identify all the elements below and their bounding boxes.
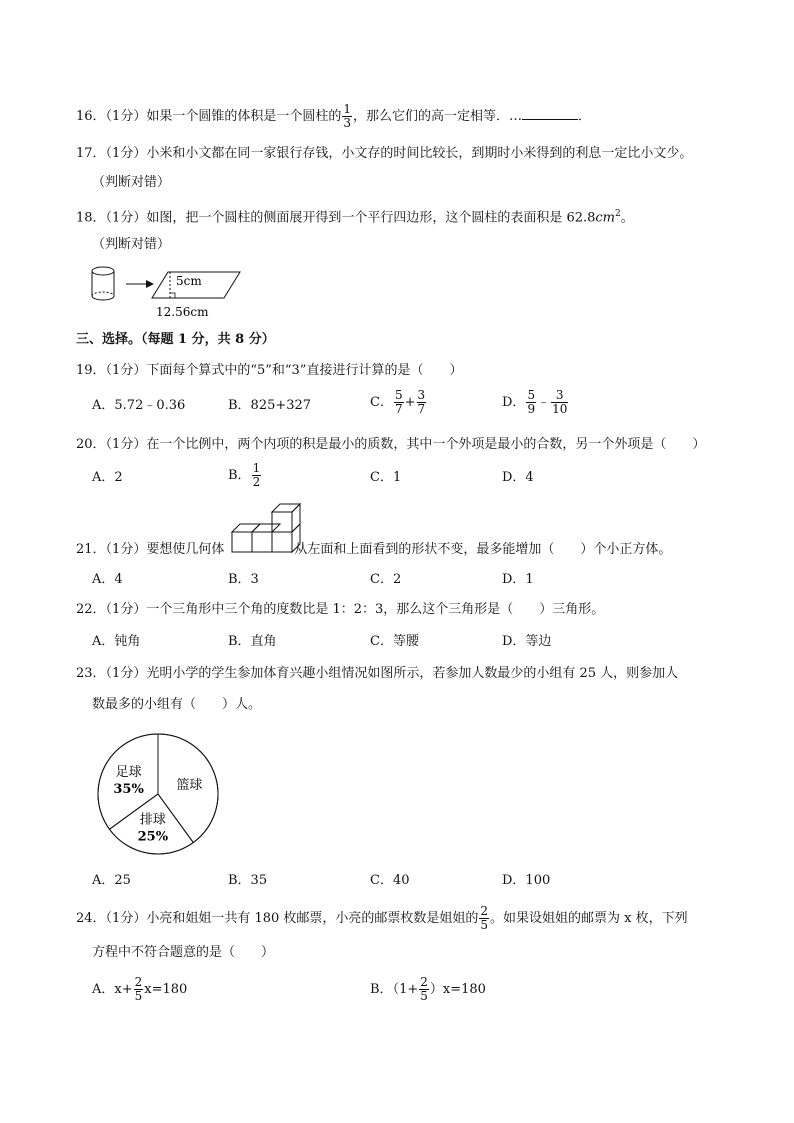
option-c[interactable]: C．40 xyxy=(370,873,410,888)
option-b[interactable]: B．直角 xyxy=(228,634,277,649)
option-d[interactable]: D．1 xyxy=(502,572,534,587)
question-text: 如图，把一个圆柱的侧面展开得到一个平行四边形，这个圆柱的表面积是 62.8 xyxy=(146,210,596,226)
question-21: 21．（1分）要想使几何体 从左面和上面看到的形状不变，最多能增加（ ）个小正方体。 xyxy=(76,542,672,557)
option-d[interactable]: D．等边 xyxy=(502,634,552,649)
option-c[interactable]: C．1 xyxy=(370,470,402,485)
option-a[interactable]: A．4 xyxy=(92,572,123,587)
question-text: 要想使几何体 xyxy=(146,542,225,557)
option-a[interactable]: A．2 xyxy=(92,470,123,485)
question-text: 从左面和上面看到的形状不变，最多能增加（ ）个小正方体。 xyxy=(294,542,672,557)
option-c[interactable]: C．2 xyxy=(370,572,402,587)
arrow-right-icon xyxy=(126,280,154,288)
question-22: 22．（1分）一个三角形中三个角的度数比是 1：2：3，那么这个三角形是（ ）三角形。 xyxy=(76,602,605,617)
cylinder-unfold-figure xyxy=(88,262,258,320)
judge-hint: （判断对错） xyxy=(92,237,171,252)
cylinder-shape xyxy=(92,267,114,300)
cube-figure xyxy=(231,502,303,554)
question-18: 18．（1分）如图，把一个圆柱的侧面展开得到一个平行四边形，这个圆柱的表面积是 $62.8cm^2$。 xyxy=(76,209,634,226)
option-a[interactable]: A．25 xyxy=(92,873,131,888)
option-a[interactable]: A．x+ $\frac{2}{5}$ x=180 xyxy=(92,975,188,1003)
figure-height-label: 5cm xyxy=(176,274,202,288)
question-text: 下面每个算式中的“5”和“3”直接进行计算的是（ ） xyxy=(146,363,463,378)
option-d[interactable]: D． $\frac{5}{9}$ ﹣ $\frac{3}{10}$ xyxy=(502,388,568,416)
option-a[interactable]: A．钝角 xyxy=(92,634,141,649)
question-20: 20．（1分）在一个比例中，两个内项的积是最小的质数，其中一个外项是最小的合数，另一个外项是（ ） xyxy=(76,437,706,452)
pie-slice-value: 35% xyxy=(113,782,144,798)
pie-slice-label: 足球 xyxy=(115,765,142,781)
option-b[interactable]: B．（1+ $\frac{2}{5}$ ）x=180 xyxy=(370,975,486,1003)
answer-blank[interactable] xyxy=(522,107,578,120)
pie-slice-value: 25% xyxy=(137,829,169,845)
judge-hint: （判断对错） xyxy=(92,175,171,190)
option-c[interactable]: C．等腰 xyxy=(370,634,419,649)
option-a[interactable]: A．5.72﹣0.36 xyxy=(92,398,186,413)
option-d[interactable]: D．100 xyxy=(502,873,551,888)
question-text: 。如果设姐姐的邮票为 x 枚，下列 xyxy=(490,911,688,926)
option-b[interactable]: B．35 xyxy=(228,873,268,888)
question-score: （1分） xyxy=(105,109,147,124)
pie-slice-label: 篮球 xyxy=(176,777,203,793)
dots: … xyxy=(509,109,522,124)
question-text: 一个三角形中三个角的度数比是 1：2：3，那么这个三角形是（ ）三角形。 xyxy=(146,602,605,617)
option-b[interactable]: B． $\frac{1}{2}$ xyxy=(228,461,261,489)
option-c[interactable]: C． $\frac{5}{7}$ + $\frac{3}{7}$ xyxy=(370,388,426,416)
question-text: 数最多的小组有（ ）人。 xyxy=(92,697,262,712)
pie-chart xyxy=(88,724,228,864)
question-19: 19．（1分）下面每个算式中的“5”和“3”直接进行计算的是（ ） xyxy=(76,363,463,378)
question-text: 如果一个圆锥的体积是一个圆柱的 xyxy=(146,109,342,124)
question-16: 16．（1分）如果一个圆锥的体积是一个圆柱的 $\frac{1}{3}$ ，那么它们的高一定相等．… ． xyxy=(76,102,592,130)
option-b[interactable]: B．825+327 xyxy=(228,398,312,413)
question-text: 小米和小文都在同一家银行存钱，小文存的时间比较长，到期时小米得到的利息一定比小文少。 xyxy=(146,146,693,161)
option-d[interactable]: D．4 xyxy=(502,470,534,485)
pie-slice-label: 排球 xyxy=(139,812,166,828)
question-number: 16． xyxy=(76,109,106,124)
option-b[interactable]: B．3 xyxy=(228,572,259,587)
question-24: 24．（1分）小亮和姐姐一共有 180 枚邮票，小亮的邮票枚数是姐姐的 $\frac{2}{5}$ 。如果设姐姐的邮票为 x 枚，下列 xyxy=(76,904,688,932)
question-17: 17．（1分）小米和小文都在同一家银行存钱，小文存的时间比较长，到期时小米得到的利息一定比小文少。 xyxy=(76,146,693,161)
question-text: ，那么它们的高一定相等． xyxy=(352,109,509,124)
figure-base-label: 12.56cm xyxy=(156,305,209,319)
question-text: 在一个比例中，两个内项的积是最小的质数，其中一个外项是最小的合数，另一个外项是（ ） xyxy=(146,437,706,452)
section-title: 三、选择。（每题 1 分，共 8 分） xyxy=(76,332,275,347)
question-text: 小亮和姐姐一共有 180 枚邮票，小亮的邮票枚数是姐姐的 xyxy=(146,911,479,926)
right-angle-mark xyxy=(170,293,175,298)
question-text: 方程中不符合题意的是（ ） xyxy=(92,945,275,960)
question-23: 23．（1分）光明小学的学生参加体育兴趣小组情况如图所示，若参加人数最少的小组有 25 人，则参加人 xyxy=(76,666,679,681)
fraction: $\frac{1}{3}$ xyxy=(343,102,351,130)
question-text: 光明小学的学生参加体育兴趣小组情况如图所示，若参加人数最少的小组有 25 人，则参加人 xyxy=(146,666,679,681)
